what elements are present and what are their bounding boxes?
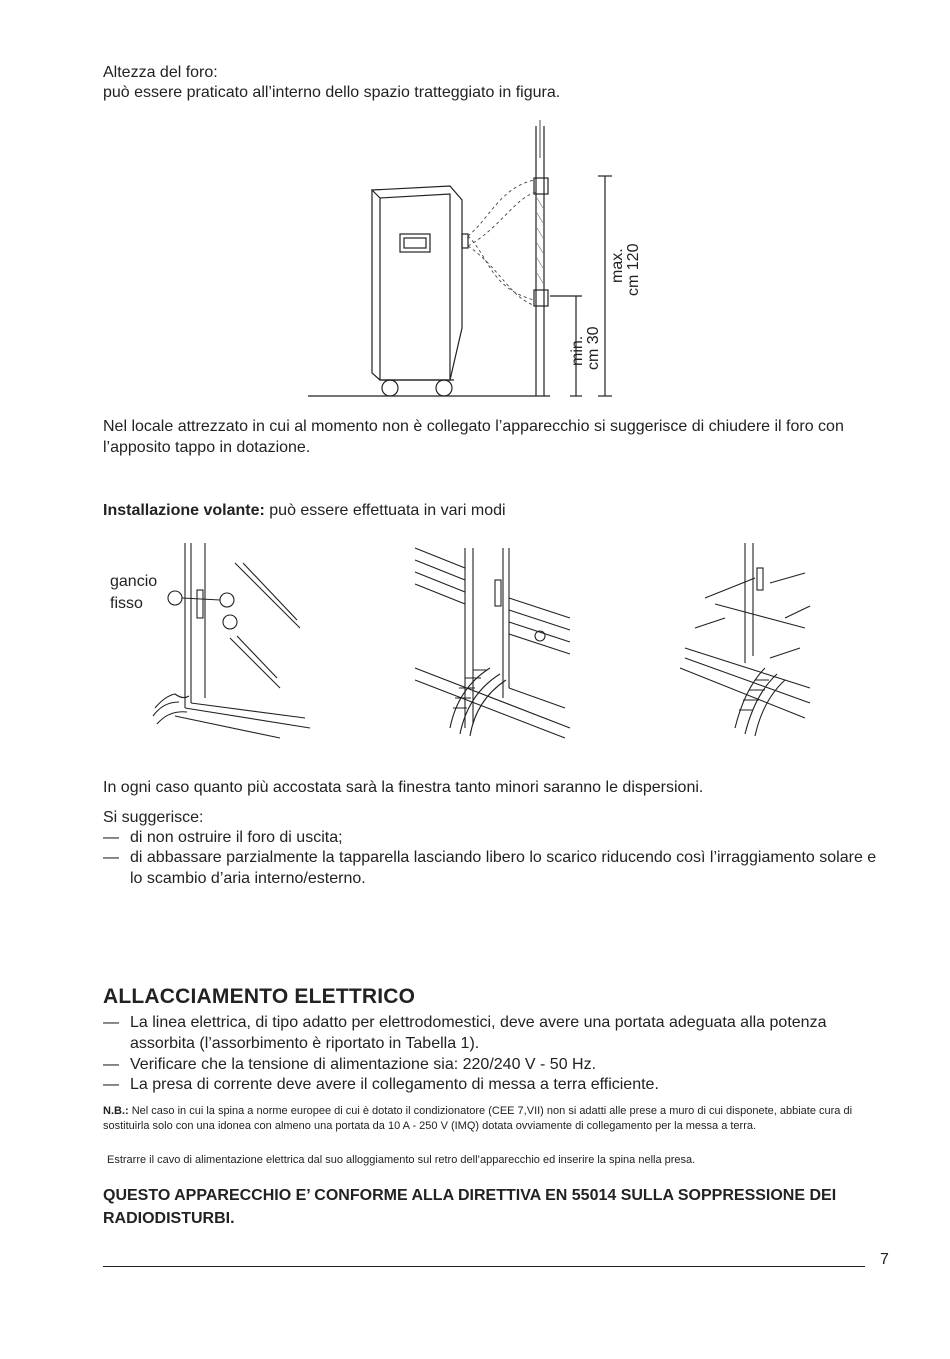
label-fisso: fisso bbox=[110, 595, 143, 612]
electric-item-text: La linea elettrica, di tipo adatto per elettrodomestici, deve avere una portata adeguata alla potenza assorbita (l’assorbimento è riportato in Tabella 1). bbox=[130, 1014, 827, 1052]
label-cm-120: cm 120 bbox=[625, 243, 642, 296]
window-panel-tilted bbox=[680, 543, 810, 736]
conformity-statement: QUESTO APPARECCHIO E’ CONFORME ALLA DIRETTIVA EN 55014 SULLA SOPPRESSIONE DEI RADIODISTURBI. bbox=[103, 1187, 837, 1227]
label-min: min. bbox=[569, 335, 586, 366]
suggest-item-text: di abbassare parzialmente la tapparella lasciando libero lo scarico riducendo così l’irraggiamento solare e lo scambio d’aria interno/esterno. bbox=[130, 849, 877, 887]
dash: — bbox=[103, 1056, 119, 1073]
nb-extra: Estrarre il cavo di alimentazione elettrica dal suo alloggiamento sul retro dell’apparecchio ed inserire la spina nella presa. bbox=[107, 1154, 696, 1166]
dash: — bbox=[103, 1076, 119, 1093]
electric-item-1 bbox=[103, 1012, 893, 1054]
flying-install-line bbox=[103, 500, 506, 521]
electric-item-text: La presa di corrente deve avere il collegamento di messa a terra efficiente. bbox=[130, 1076, 659, 1093]
electric-item-2 bbox=[103, 1054, 893, 1075]
dash: — bbox=[103, 849, 119, 866]
label-cm-30: cm 30 bbox=[585, 326, 602, 370]
suggest-item-text: di non ostruire il foro di uscita; bbox=[130, 829, 343, 846]
dash: — bbox=[103, 1014, 119, 1031]
hole-height-title: Altezza del foro: bbox=[103, 64, 218, 81]
dispersion-note: In ogni caso quanto più accostata sarà la finestra tanto minori saranno le dispersioni. bbox=[103, 779, 704, 796]
electric-item-3 bbox=[103, 1074, 893, 1095]
section-heading-electric: ALLACCIAMENTO ELETTRICO bbox=[103, 985, 416, 1008]
suggest-item-1 bbox=[103, 827, 893, 848]
window-panel-hook bbox=[153, 543, 310, 738]
electric-item-text: Verificare che la tensione di alimentazione sia: 220/240 V - 50 Hz. bbox=[130, 1056, 597, 1073]
flying-install-text: può essere effettuata in vari modi bbox=[269, 502, 506, 519]
label-gancio: gancio bbox=[110, 573, 158, 590]
dash: — bbox=[103, 829, 119, 846]
footer-rule bbox=[103, 1266, 865, 1267]
page-number: 7 bbox=[880, 1251, 889, 1268]
nb-note bbox=[103, 1104, 893, 1134]
flying-install-label: Installazione volante: bbox=[103, 502, 265, 519]
figure-unit-hole-height bbox=[300, 118, 660, 403]
figure-window-install bbox=[105, 538, 825, 748]
window-panel-shutter bbox=[415, 548, 570, 738]
label-max: max. bbox=[609, 248, 626, 283]
nb-text: Nel caso in cui la spina a norme europee di cui è dotato il condizionatore (CEE 7,VII) non si adatti alle prese a muro di cui disponete, abbiate cura di sostituirla solo con una idonea con almeno una portata da 10 A - 250 V (IMQ) dotata ovviamente di collegamento per la messa a terra. bbox=[103, 1105, 853, 1132]
suggest-item-2 bbox=[103, 847, 893, 889]
nb-label: N.B.: bbox=[103, 1105, 129, 1117]
hole-height-text: può essere praticato all’interno dello spazio tratteggiato in figura. bbox=[103, 84, 561, 101]
cap-note: Nel locale attrezzato in cui al momento non è collegato l’apparecchio si suggerisce di chiudere il foro con l’apposito tappo in dotazione. bbox=[103, 418, 844, 456]
suggest-intro: Si suggerisce: bbox=[103, 809, 204, 826]
